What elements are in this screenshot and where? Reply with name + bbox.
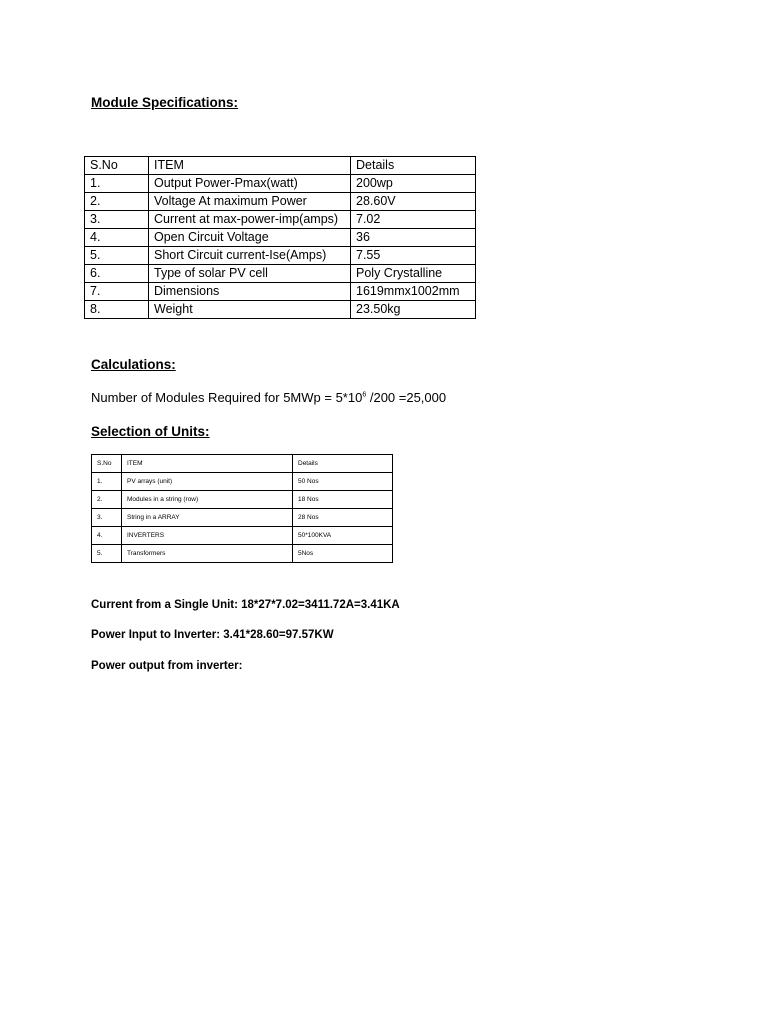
table-row — [92, 491, 393, 509]
column-header-sno: S.No — [85, 157, 149, 175]
column-header-item: ITEM — [149, 157, 351, 175]
cell-item: Open Circuit Voltage — [149, 229, 351, 247]
column-header-item: ITEM — [122, 455, 293, 473]
cell-sno: 2. — [85, 193, 149, 211]
cell-sno: 4. — [85, 229, 149, 247]
table-row — [85, 283, 476, 301]
cell-item: Modules in a string (row) — [122, 491, 293, 509]
cell-item: Short Circuit current-Ise(Amps) — [149, 247, 351, 265]
modules-required-line — [91, 390, 446, 405]
table-row — [92, 509, 393, 527]
cell-details: 1619mmx1002mm — [351, 283, 476, 301]
column-header-details: Details — [293, 455, 393, 473]
cell-item: String in a ARRAY — [122, 509, 293, 527]
modules-required-result: /200 =25,000 — [366, 390, 447, 405]
table-row — [92, 473, 393, 491]
cell-item: Type of solar PV cell — [149, 265, 351, 283]
table-row — [85, 175, 476, 193]
cell-sno: 4. — [92, 527, 122, 545]
table-row — [85, 193, 476, 211]
table-header-row — [92, 455, 393, 473]
table-row — [85, 247, 476, 265]
cell-details: 18 Nos — [293, 491, 393, 509]
cell-item: Current at max-power-imp(amps) — [149, 211, 351, 229]
cell-item: Dimensions — [149, 283, 351, 301]
cell-details: 5Nos — [293, 545, 393, 563]
cell-item: Transformers — [122, 545, 293, 563]
cell-sno: 5. — [92, 545, 122, 563]
power-input-line: Power Input to Inverter: 3.41*28.60=97.57KW — [91, 629, 334, 641]
cell-details: 7.02 — [351, 211, 476, 229]
cell-details: 28 Nos — [293, 509, 393, 527]
table-row — [92, 545, 393, 563]
module-specifications-table — [84, 156, 476, 319]
cell-sno: 1. — [85, 175, 149, 193]
table-row — [85, 265, 476, 283]
cell-sno: 3. — [92, 509, 122, 527]
column-header-sno: S.No — [92, 455, 122, 473]
power-output-line: Power output from inverter: — [91, 660, 243, 672]
cell-sno: 6. — [85, 265, 149, 283]
selection-of-units-table — [91, 454, 393, 563]
table-row — [85, 229, 476, 247]
cell-sno: 7. — [85, 283, 149, 301]
cell-item: Output Power-Pmax(watt) — [149, 175, 351, 193]
selection-of-units-heading: Selection of Units: — [91, 424, 210, 439]
cell-item: Weight — [149, 301, 351, 319]
table-header-row — [85, 157, 476, 175]
modules-required-text: Number of Modules Required for 5MWp = 5*10 — [91, 390, 363, 405]
table-row — [85, 301, 476, 319]
current-single-unit-line: Current from a Single Unit: 18*27*7.02=3411.72A=3.41KA — [91, 599, 400, 611]
table-row — [92, 527, 393, 545]
cell-details: 28.60V — [351, 193, 476, 211]
cell-details: 50*100KVA — [293, 527, 393, 545]
cell-sno: 8. — [85, 301, 149, 319]
cell-details: 50 Nos — [293, 473, 393, 491]
cell-item: Voltage At maximum Power — [149, 193, 351, 211]
cell-sno: 1. — [92, 473, 122, 491]
module-specifications-heading: Module Specifications: — [91, 95, 239, 110]
exponent: 6 — [362, 391, 367, 399]
cell-item: INVERTERS — [122, 527, 293, 545]
column-header-details: Details — [351, 157, 476, 175]
cell-sno: 5. — [85, 247, 149, 265]
cell-details: Poly Crystalline — [351, 265, 476, 283]
table-row — [85, 211, 476, 229]
cell-details: 7.55 — [351, 247, 476, 265]
calculations-heading: Calculations: — [91, 357, 176, 372]
cell-details: 36 — [351, 229, 476, 247]
cell-sno: 3. — [85, 211, 149, 229]
cell-sno: 2. — [92, 491, 122, 509]
cell-details: 200wp — [351, 175, 476, 193]
cell-item: PV arrays (unit) — [122, 473, 293, 491]
cell-details: 23.50kg — [351, 301, 476, 319]
